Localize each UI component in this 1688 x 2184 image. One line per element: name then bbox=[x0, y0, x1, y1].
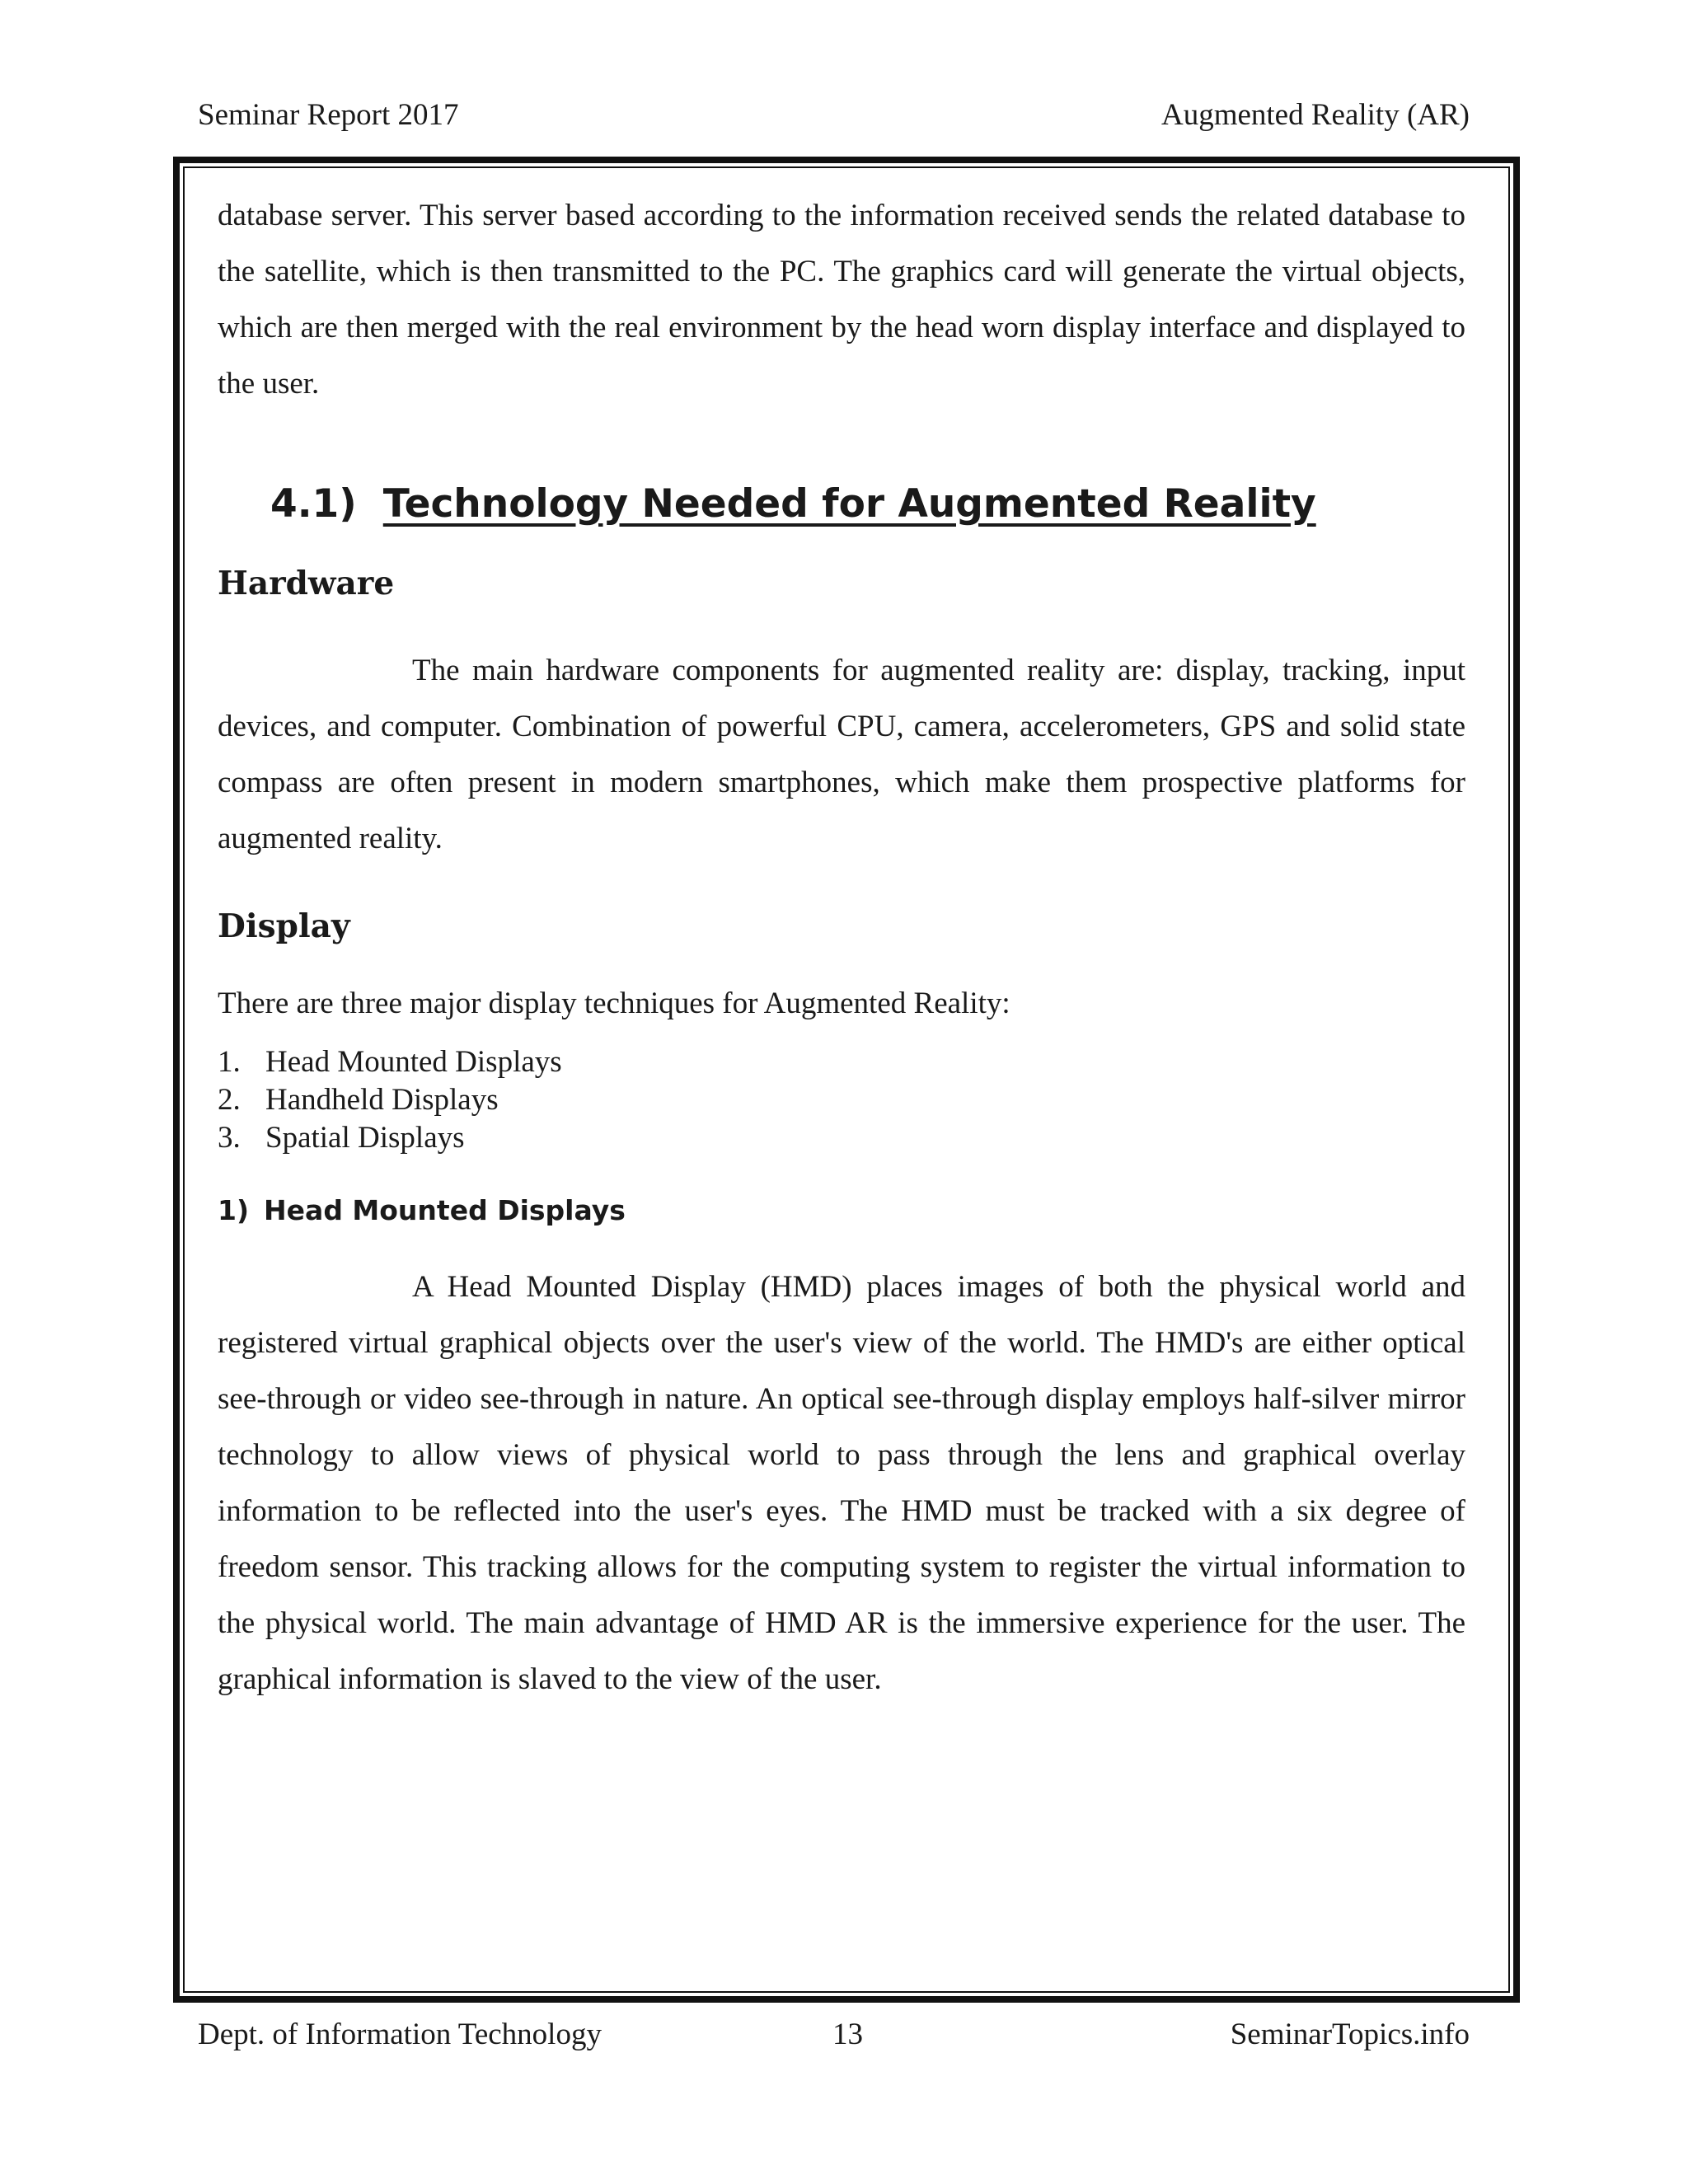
list-item-number: 2. bbox=[218, 1083, 241, 1117]
list-item-text: Handheld Displays bbox=[265, 1083, 499, 1117]
report-subject: Augmented Reality (AR) bbox=[1160, 98, 1470, 132]
page-header bbox=[198, 97, 1470, 133]
hardware-paragraph: The main hardware components for augmented reality are: display, tracking, input devices, and computer. Combination of powerful CPU, camera, accelerometers, GPS and solid state compass are often present in modern smartphones, which make them prospective platforms for augmented reality. bbox=[218, 654, 1465, 855]
hmd-heading-title: Head Mounted Displays bbox=[264, 1194, 626, 1226]
source-site: SeminarTopics.info bbox=[1230, 2018, 1470, 2051]
display-heading: Display bbox=[218, 907, 350, 945]
list-item bbox=[218, 1043, 1465, 1081]
hardware-heading: Hardware bbox=[218, 565, 395, 602]
page-content bbox=[218, 188, 1465, 1708]
list-item-text: Spatial Displays bbox=[265, 1121, 465, 1155]
report-title: Seminar Report 2017 bbox=[198, 98, 459, 132]
list-item-text: Head Mounted Displays bbox=[265, 1045, 562, 1079]
display-techniques-list bbox=[218, 1043, 1465, 1157]
page-number: 13 bbox=[832, 2018, 863, 2051]
intro-paragraph: database server. This server based according to the information received sends the related database to the satellite, which is then transmitted to the PC. The graphics card will generate the virtual objects, which are then merged with the real environment by the head worn display interface and displayed to the user. bbox=[218, 199, 1465, 401]
list-item bbox=[218, 1081, 1465, 1119]
hmd-heading-number: 1) bbox=[218, 1194, 250, 1226]
section-title: Technology Needed for Augmented Reality bbox=[382, 481, 1316, 527]
section-heading bbox=[270, 471, 1465, 537]
list-item-number: 3. bbox=[218, 1121, 241, 1155]
section-number: 4.1) bbox=[270, 481, 357, 527]
department-label: Dept. of Information Technology bbox=[198, 2018, 602, 2051]
list-item bbox=[218, 1119, 1465, 1157]
display-intro: There are three major display techniques for Augmented Reality: bbox=[218, 987, 1010, 1020]
list-item-number: 1. bbox=[218, 1045, 241, 1079]
hmd-heading bbox=[218, 1190, 1465, 1231]
page-footer bbox=[198, 2017, 1470, 2058]
hmd-paragraph: A Head Mounted Display (HMD) places images of both the physical world and registered virtual graphical objects over the user's view of the world. The HMD's are either optical see-through or video see-through in nature. An optical see-through display employs half-silver mirror technology to allow views of physical world to pass through the lens and graphical overlay information to be reflected into the user's eyes. The HMD must be tracked with a six degree of freedom sensor. This tracking allows for the computing system to register the virtual information to the physical world. The main advantage of HMD AR is the immersive experience for the user. The graphical information is slaved to the view of the user. bbox=[218, 1270, 1465, 1696]
